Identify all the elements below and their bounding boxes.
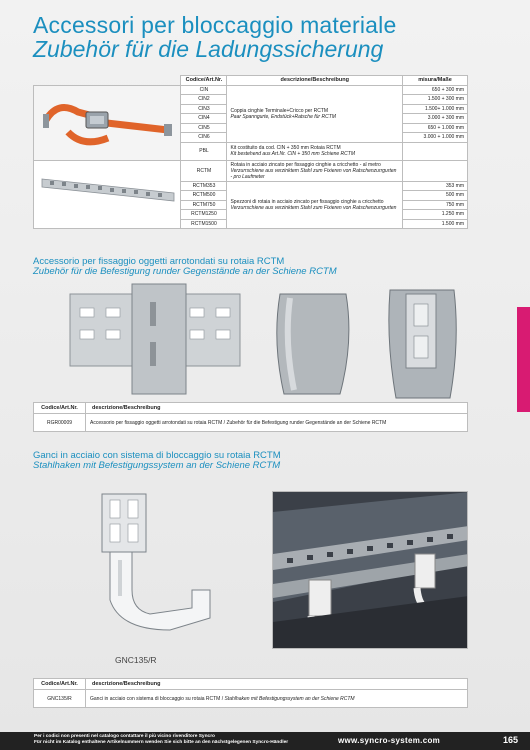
page-title-de: Zubehör für die Ladungssicherung [33, 36, 384, 62]
round-object-holder-images [40, 282, 480, 400]
page-footer [0, 732, 530, 750]
table-row-code: CIN4 [181, 114, 227, 124]
section3-title [33, 451, 281, 472]
section2-title-it: Accessorio per fissaggio oggetti arrotondati su rotaia RCTM [33, 256, 285, 267]
pbl-description [227, 142, 403, 160]
table-row-size: 1.500 mm [403, 219, 468, 229]
header-code: Codice/Art.Nr. [34, 679, 86, 690]
table-row-size: 353 mm [403, 181, 468, 191]
table-row-code: RCTM500 [181, 191, 227, 201]
table-row-size: 3.000 + 300 mm [403, 114, 468, 124]
table-row-code: CIN [181, 85, 227, 95]
cin-desc-de: Paar Spanngurte, Endstück+Ratsche für RCTM [230, 113, 336, 120]
page-title-it: Accessori per bloccaggio materiale [33, 12, 397, 38]
table-row-code: GNC135/R [34, 690, 86, 708]
table-row-code: RCTM1250 [181, 210, 227, 220]
steel-hook-image [80, 490, 230, 650]
table-row-size: 500 mm [403, 191, 468, 201]
rctm-desc-de: Verzurrschiene aus verzinktem Stahl zum Fixieren von Ratschenzurrgurten - pro Laufmeter [230, 167, 397, 180]
section2-title [33, 257, 337, 278]
footer-note-it: Per i codici non presenti nel catalogo contattare il più vicino rivenditore Syncro [34, 734, 215, 739]
footer-note-de: Für nicht im Katalog enthaltene Artikelnummern wenden Sie sich bitte an den nächstgelegenen Syncro-Händler [34, 740, 289, 746]
table-row-code: RCTM [181, 160, 227, 181]
strap-image-cell [34, 85, 181, 160]
rctm-pieces-desc-it: Spezzoni di rotaia in acciaio zincato per fissaggio cinghie a cricchetto [230, 198, 384, 205]
table-row-code: CIN2 [181, 95, 227, 105]
rctm-desc-it: Rotaia in acciaio zincato per fissaggio cinghie a cricchetto - al metro [230, 161, 381, 168]
pbl-desc-it: Kit costituito da cod. CIN + 350 mm Rotaia RCTM [230, 145, 341, 151]
header-description: descrizione/Beschreibung [86, 679, 468, 690]
table-row-code: CIN3 [181, 104, 227, 114]
round-holder-table [33, 402, 468, 432]
product-label: GNC135/R [115, 655, 157, 665]
table-row-description: Accessorio per fissaggio oggetti arrotondati su rotaia RCTM / Zubehör für die Befestigung runder Gegenstände an der Schiene RCTM [86, 414, 468, 432]
table-row-size: 650 + 300 mm [403, 85, 468, 95]
table-row-code: RGR00009 [34, 414, 86, 432]
table-row-size: 750 mm [403, 200, 468, 210]
rctm-pieces-description [227, 181, 403, 229]
table-row-size: 1.500+ 1.000 mm [403, 104, 468, 114]
table-row-size: 3.000 + 1.000 mm [403, 133, 468, 143]
table-row-code: RCTM750 [181, 200, 227, 210]
page-number: 165 [503, 735, 519, 745]
pbl-desc-de: Kit bestehend aus Art.Nr. CIN + 350 mm Schiene RCTM [230, 151, 355, 157]
header-code: Codice/Art.Nr. [34, 403, 86, 414]
section-side-tab [517, 307, 530, 412]
rctm-description [227, 160, 403, 181]
table-row-description: Ganci in acciaio con sistema di bloccaggio su rotaia RCTM / Stahlhaken mit Befestigungssystem an der Schiene RCTM [86, 690, 468, 708]
page-title [33, 14, 396, 61]
website-link[interactable]: www.syncro-system.com [338, 736, 441, 745]
footer-note [34, 734, 288, 747]
section3-title-it: Ganci in acciaio con sistema di bloccaggio su rotaia RCTM [33, 450, 281, 461]
section2-title-de: Zubehör für die Befestigung runder Gegenstände an der Schiene RCTM [33, 266, 337, 278]
rail-image-cell [34, 160, 181, 229]
table-row-code: PBL [181, 142, 227, 160]
rail-image [38, 171, 178, 211]
cin-description [227, 85, 403, 142]
header-description: descrizione/Beschreibung [86, 403, 468, 414]
section3-title-de: Stahlhaken mit Befestigungssystem an der Schiene RCTM [33, 460, 281, 472]
table-row-size: 650 + 1.000 mm [403, 123, 468, 133]
table-row-size: 1.250 mm [403, 210, 468, 220]
steel-hook-table [33, 678, 468, 708]
header-size: misura/Maße [403, 76, 468, 86]
cin-desc-it: Coppia cinghie Terminale+Cricco per RCTM [230, 107, 329, 114]
rctm-pieces-desc-de: Verzurrschiene aus verzinktem Stahl zum Fixieren von Ratschenzurrgurten [230, 204, 397, 211]
ratchet-strap-image [38, 90, 178, 160]
table-row-code: RCTM353 [181, 181, 227, 191]
van-installation-photo [272, 491, 468, 649]
header-description: descrizione/Beschreibung [227, 76, 403, 86]
straps-rails-table [33, 75, 468, 229]
table-row-size: 1.500 + 300 mm [403, 95, 468, 105]
table-row-code: CIN5 [181, 123, 227, 133]
table-row-code: CIN6 [181, 133, 227, 143]
table-row-code: RCTM1500 [181, 219, 227, 229]
header-code: Codice/Art.Nr. [181, 76, 227, 86]
